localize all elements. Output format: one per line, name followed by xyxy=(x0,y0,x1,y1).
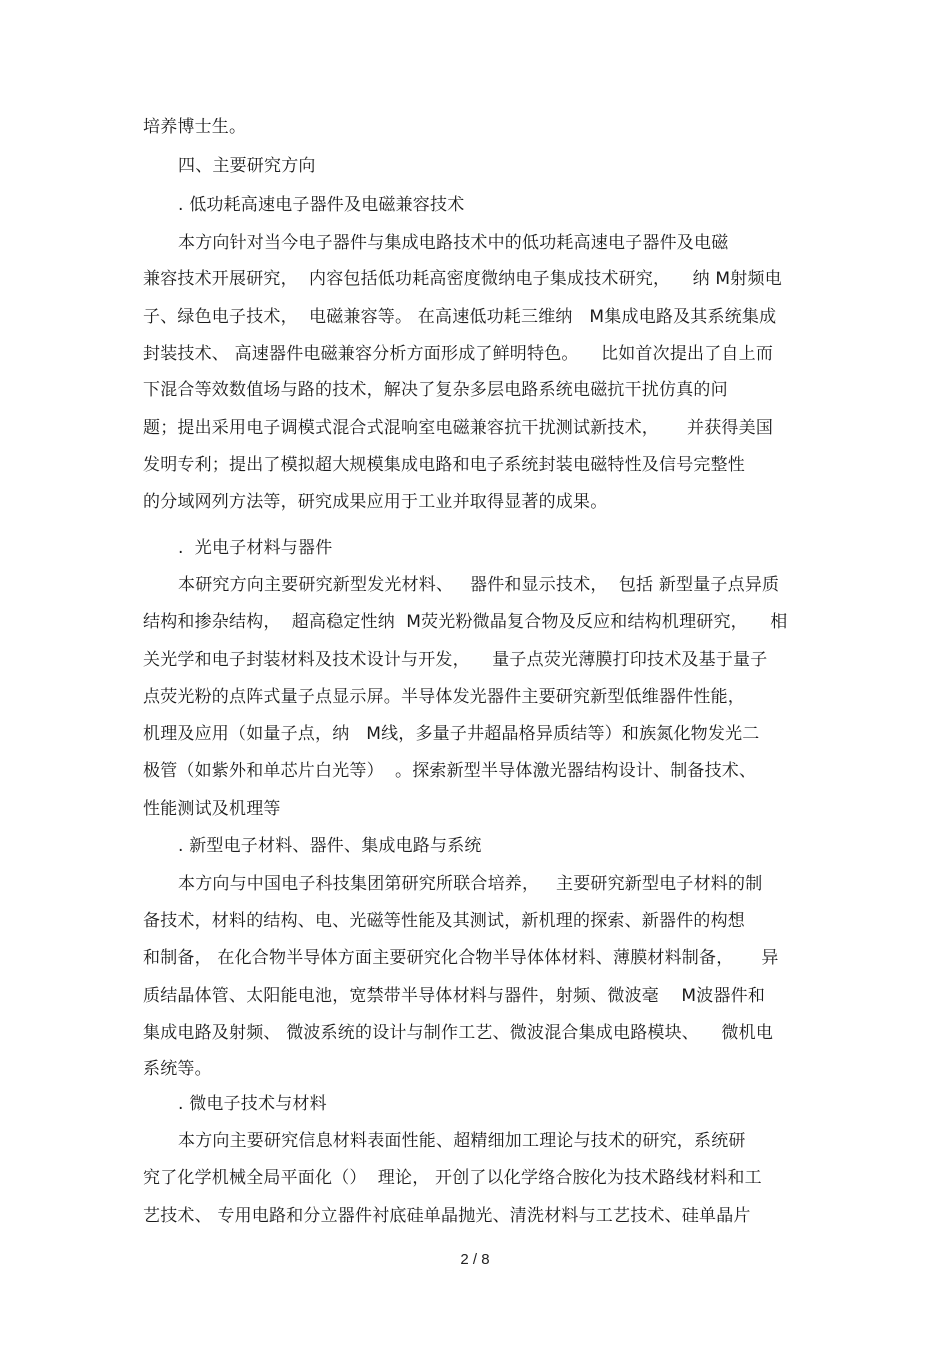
text-line: 封装技术、 高速器件电磁兼容分析方面形成了鲜明特色。 比如首次提出了自上而 xyxy=(143,344,774,364)
text-line: 兼容技术开展研究， 内容包括低功耗高密度微纳电子集成技术研究， 纳 M射频电 xyxy=(143,269,782,289)
subsection-heading: . 低功耗高速电子器件及电磁兼容技术 xyxy=(178,195,465,215)
text-line: 本方向与中国电子科技集团第研究所联合培养， 主要研究新型电子材料的制 xyxy=(178,874,763,894)
text-line: 究了化学机械全局平面化（） 理论， 开创了以化学络合胺化为技术路线材料和工 xyxy=(143,1168,762,1188)
text-line: 艺技术、 专用电路和分立器件衬底硅单晶抛光、清洗材料与工艺技术、硅单晶片 xyxy=(143,1206,751,1226)
subsection-heading: . 微电子技术与材料 xyxy=(178,1094,327,1114)
text-line: 培养博士生。 xyxy=(143,117,247,137)
text-line: 下混合等效数值场与路的技术，解决了复杂多层电路系统电磁抗干扰仿真的问 xyxy=(143,380,728,400)
text-line: 点荧光粉的点阵式量子点显示屏。半导体发光器件主要研究新型低维器件性能， xyxy=(143,687,745,707)
text-line: 结构和掺杂结构， 超高稳定性纳 M荧光粉微晶复合物及反应和结构机理研究， 相 xyxy=(143,612,788,632)
text-line: 本方向主要研究信息材料表面性能、超精细加工理论与技术的研究，系统研 xyxy=(178,1131,746,1151)
text-line: 本方向针对当今电子器件与集成电路技术中的低功耗高速电子器件及电磁 xyxy=(178,233,729,253)
text-line: 本研究方向主要研究新型发光材料、 器件和显示技术， 包括 新型量子点异质 xyxy=(178,575,780,595)
text-line: 关光学和电子封装材料及技术设计与开发， 量子点荧光薄膜打印技术及基于量子 xyxy=(143,650,768,670)
text-line: 机理及应用（如量子点，纳 M线，多量子井超晶格异质结等）和族氮化物发光二 xyxy=(143,724,760,744)
text-line: 质结晶体管、太阳能电池，宽禁带半导体材料与器件，射频、微波毫 M波器件和 xyxy=(143,986,766,1006)
page-number: 2 / 8 xyxy=(460,1251,490,1268)
text-line: 性能测试及机理等 xyxy=(143,799,281,819)
text-line: 备技术，材料的结构、电、光磁等性能及其测试，新机理的探索、新器件的构想 xyxy=(143,911,745,931)
text-line: 集成电路及射频、 微波系统的设计与制作工艺、微波混合集成电路模块、 微机电 xyxy=(143,1023,774,1043)
text-line: 和制备， 在化合物半导体方面主要研究化合物半导体体材料、薄膜材料制备， 异 xyxy=(143,948,779,968)
text-line: 的分域网列方法等，研究成果应用于工业并取得显著的成果。 xyxy=(143,492,608,512)
text-line: 子、绿色电子技术， 电磁兼容等。 在高速低功耗三维纳 M集成电路及其系统集成 xyxy=(143,307,777,327)
text-line: 极管（如紫外和单芯片白光等） 。探索新型半导体激光器结构设计、制备技术、 xyxy=(143,761,757,781)
text-line: 发明专利；提出了模拟超大规模集成电路和电子系统封装电磁特性及信号完整性 xyxy=(143,455,745,475)
subsection-heading: . 光电子材料与器件 xyxy=(178,538,333,558)
text-line: 系统等。 xyxy=(143,1059,212,1079)
text-line: 题；提出采用电子调模式混合式混响室电磁兼容抗干扰测试新技术， 并获得美国 xyxy=(143,418,774,438)
subsection-heading: . 新型电子材料、器件、集成电路与系统 xyxy=(178,836,482,856)
section-heading: 四、主要研究方向 xyxy=(178,156,316,176)
